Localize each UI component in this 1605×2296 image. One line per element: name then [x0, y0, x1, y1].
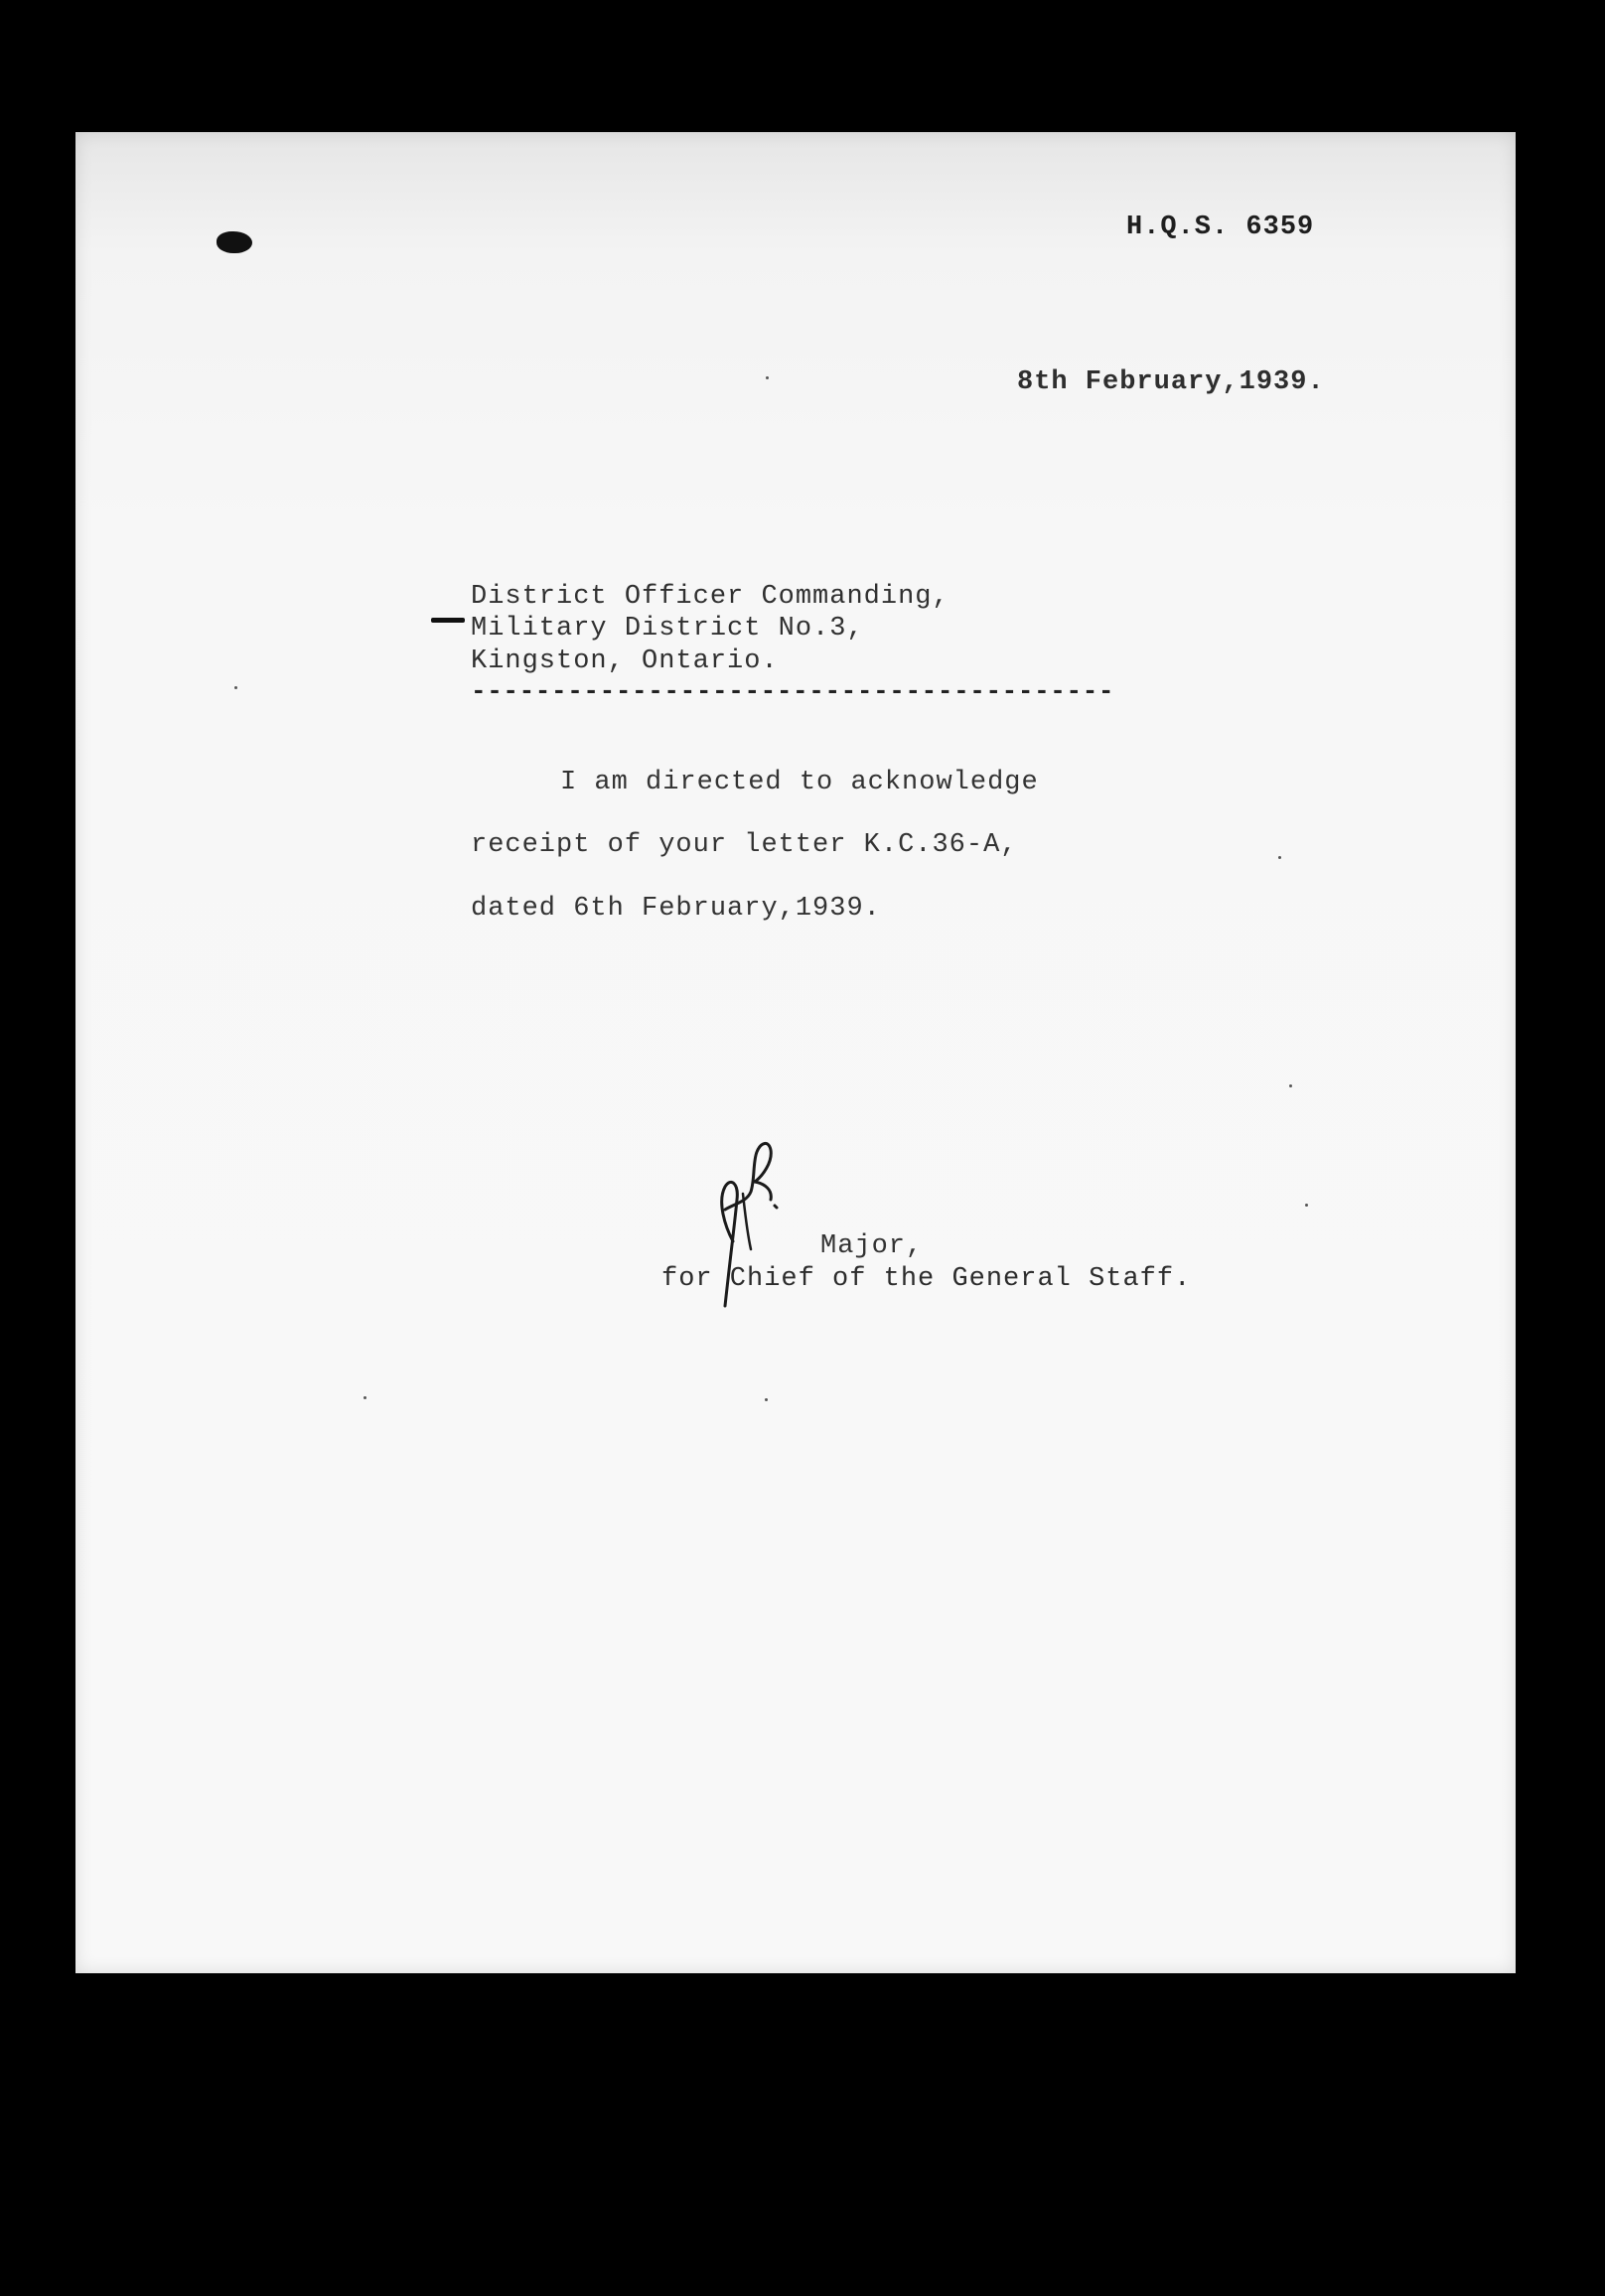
addressee-line: District Officer Commanding, — [471, 582, 949, 612]
paper-speck — [234, 686, 237, 689]
paper-speck — [766, 376, 769, 379]
address-separator: ---------------------------------------- — [471, 676, 1115, 706]
margin-dash-mark — [431, 618, 465, 623]
body-line: I am directed to acknowledge — [560, 768, 1039, 797]
file-reference-number: H.Q.S. 6359 — [1126, 213, 1315, 242]
paper-speck — [1289, 1084, 1292, 1087]
body-line: receipt of your letter K.C.36-A, — [471, 830, 1018, 860]
letter-date: 8th February,1939. — [1017, 367, 1325, 397]
ink-blot-mark — [217, 231, 252, 253]
letter-page — [75, 132, 1516, 1973]
paper-speck — [1278, 856, 1281, 859]
paper-speck — [364, 1396, 366, 1399]
signatory-rank: Major, — [820, 1231, 924, 1261]
paper-speck — [765, 1398, 768, 1401]
addressee-line: Kingston, Ontario. — [471, 646, 779, 676]
body-line: dated 6th February,1939. — [471, 894, 881, 924]
paper-speck — [1305, 1204, 1308, 1207]
addressee-line: Military District No.3, — [471, 614, 864, 644]
signatory-title: for Chief of the General Staff. — [661, 1264, 1192, 1294]
